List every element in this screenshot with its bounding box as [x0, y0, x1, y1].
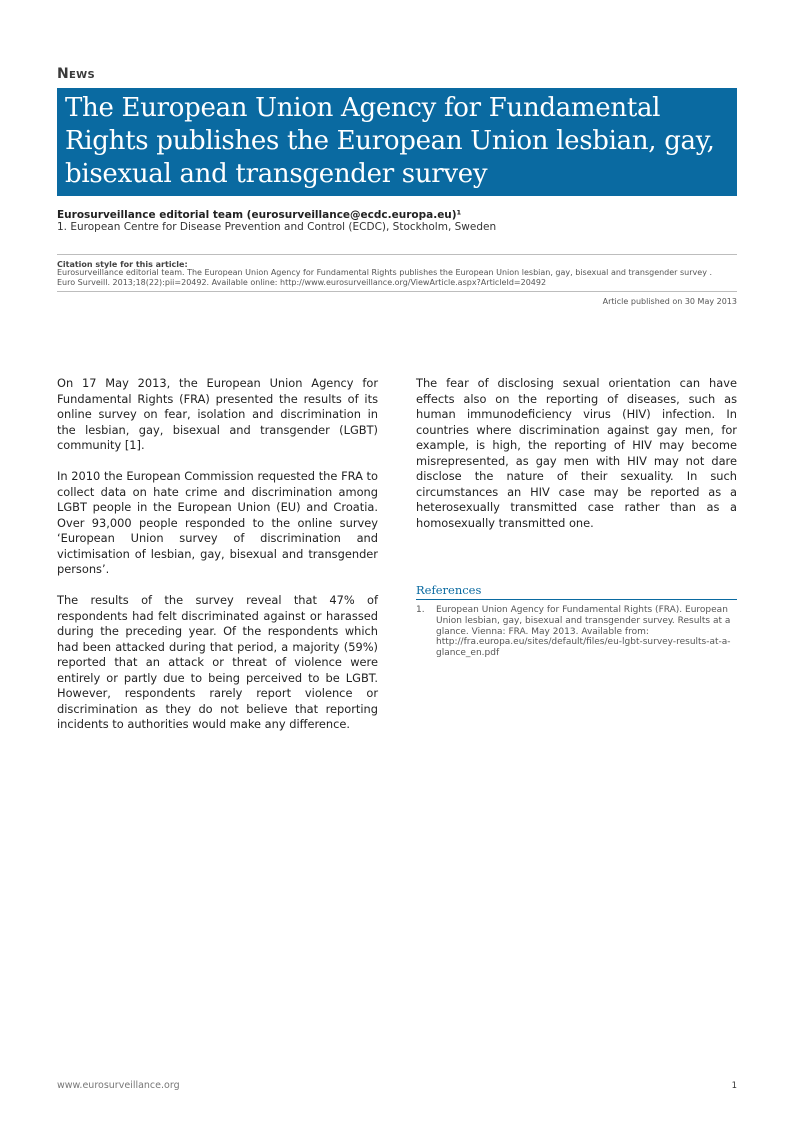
divider: [57, 291, 737, 292]
section-label: News: [57, 66, 95, 82]
body-column-right: [416, 376, 737, 547]
article-title-banner: [57, 88, 737, 196]
citation-heading: Citation style for this article:: [57, 260, 188, 269]
citation-line: Eurosurveillance editorial team. The European Union Agency for Fundamental Rights publishes the European Union lesbian, gay, bisexual and transgender survey .: [57, 268, 713, 277]
body-column-left: [57, 376, 378, 748]
body-paragraph: In 2010 the European Commission requested the FRA to collect data on hate crime and discrimination among LGBT people in the European Union (EU) and Croatia. Over 93,000 people responded to the online survey ‘European Union survey of discrimination and victimisation of lesbian, gay, bisexual and transgender persons’.: [57, 469, 378, 576]
article-title: The European Union Agency for Fundamental Rights publishes the European Union lesbian, gay, bisexual and transgender survey: [65, 93, 715, 189]
author-line: Eurosurveillance editorial team (eurosurveillance@ecdc.europa.eu)¹: [57, 209, 462, 221]
published-date: Article published on 30 May 2013: [602, 297, 737, 306]
references-section: [416, 583, 737, 659]
reference-number: 1.: [416, 605, 425, 615]
citation-line[interactable]: Euro Surveill. 2013;18(22):pii=20492. Available online: http://www.eurosurveillance.org/ViewArticle.aspx?ArticleId=20492: [57, 278, 547, 287]
reference-item: [416, 605, 737, 659]
page-number: 1: [731, 1081, 737, 1091]
footer-url[interactable]: www.eurosurveillance.org: [57, 1080, 180, 1091]
reference-text[interactable]: European Union Agency for Fundamental Rights (FRA). European Union lesbian, gay, bisexual and transgender survey. Results at a glance. Vienna: FRA. May 2013. Available from: http://fra.europa.eu/sites/default/files/eu-lgbt-survey-results-at-a-glance_en.pdf: [436, 605, 731, 659]
divider: [57, 254, 737, 255]
body-paragraph: The results of the survey reveal that 47% of respondents had felt discriminated against or harassed during the preceding year. Of the respondents which had been attacked during that period, a majority (59%) reported that an attack or threat of violence were entirely or partly due to being perceived to be LGBT. However, respondents rarely report violence or discrimination as they do not believe that reporting incidents to authorities would make any difference.: [57, 593, 378, 731]
citation-text: [57, 268, 747, 288]
body-paragraph: The fear of disclosing sexual orientation can have effects also on the reporting of diseases, such as human immunodeficiency virus (HIV) infection. In countries where discrimination against gay men, for example, is high, the reporting of HIV may become misrepresented, as gay men with HIV may not dare disclose the nature of their sexuality. In such circumstances an HIV case may be reported as a heterosexually transmitted case rather than as a homosexually transmitted one.: [416, 376, 737, 530]
affiliation-line: 1. European Centre for Disease Prevention and Control (ECDC), Stockholm, Sweden: [57, 221, 497, 233]
references-heading: References: [416, 583, 737, 600]
body-paragraph: On 17 May 2013, the European Union Agency for Fundamental Rights (FRA) presented the results of its online survey on fear, isolation and discrimination in the lesbian, gay, bisexual and transgender (LGBT) community [1].: [57, 376, 378, 452]
